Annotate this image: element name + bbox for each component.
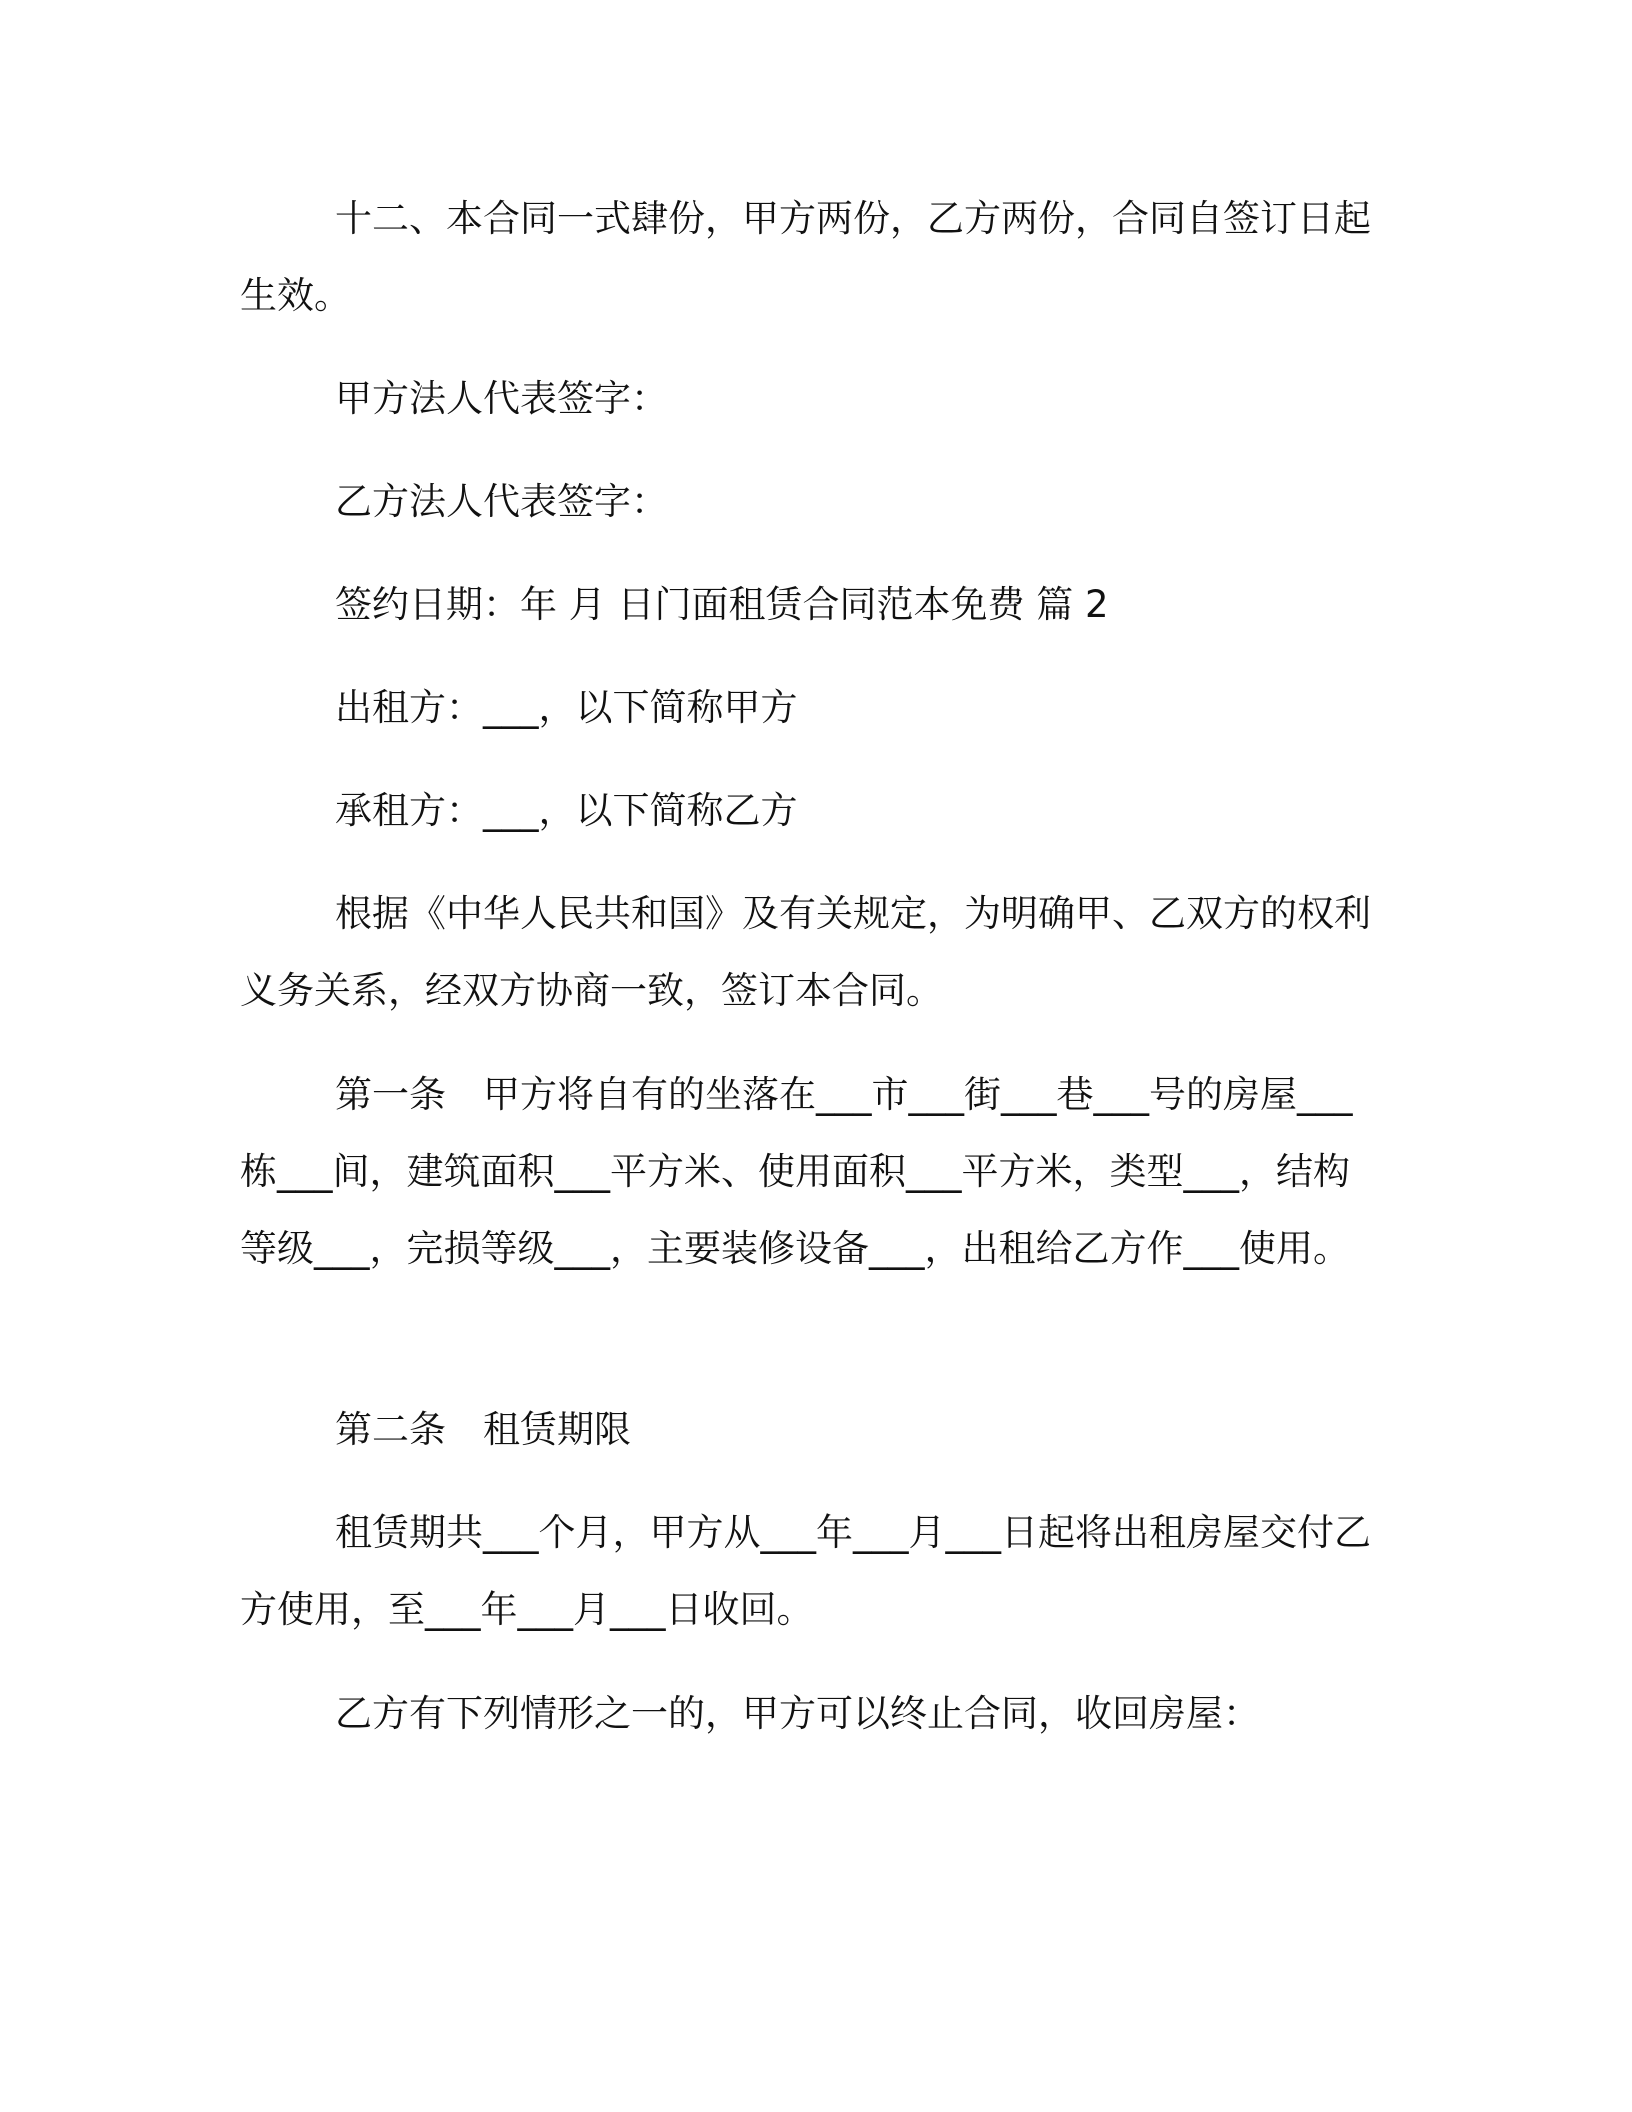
- party-a-signature-line: 甲方法人代表签字：: [335, 377, 668, 420]
- lessee-line: 承租方：___，以下简称乙方: [335, 789, 798, 832]
- clause-twelve-paragraph: 十二、本合同一式肆份，甲方两份，乙方两份，合同自签订日起生效。: [240, 197, 1371, 317]
- lease-term-paragraph: 租赁期共___个月，甲方从___年___月___日起将出租房屋交付乙方使用，至___年___月___日收回。: [240, 1511, 1371, 1631]
- lessor-line: 出租方：___，以下简称甲方: [335, 686, 798, 729]
- signing-date-line: 签约日期：年 月 日门面租赁合同范本免费 篇 2: [335, 583, 1109, 626]
- preamble-paragraph: 根据《中华人民共和国》及有关规定，为明确甲、乙双方的权利义务关系，经双方协商一致，签订本合同。: [240, 892, 1371, 1012]
- party-b-signature-line: 乙方法人代表签字：: [335, 480, 668, 523]
- termination-conditions-line: 乙方有下列情形之一的，甲方可以终止合同，收回房屋：: [335, 1692, 1260, 1735]
- article-two-heading: 第二条 租赁期限: [335, 1408, 631, 1451]
- article-one-paragraph: 第一条 甲方将自有的坐落在___市___街___巷___号的房屋___栋___间，建筑面积___平方米、使用面积___平方米，类型___，结构等级___，完损等级___，主要装修设备___，出租给乙方作___使用。: [240, 1073, 1353, 1270]
